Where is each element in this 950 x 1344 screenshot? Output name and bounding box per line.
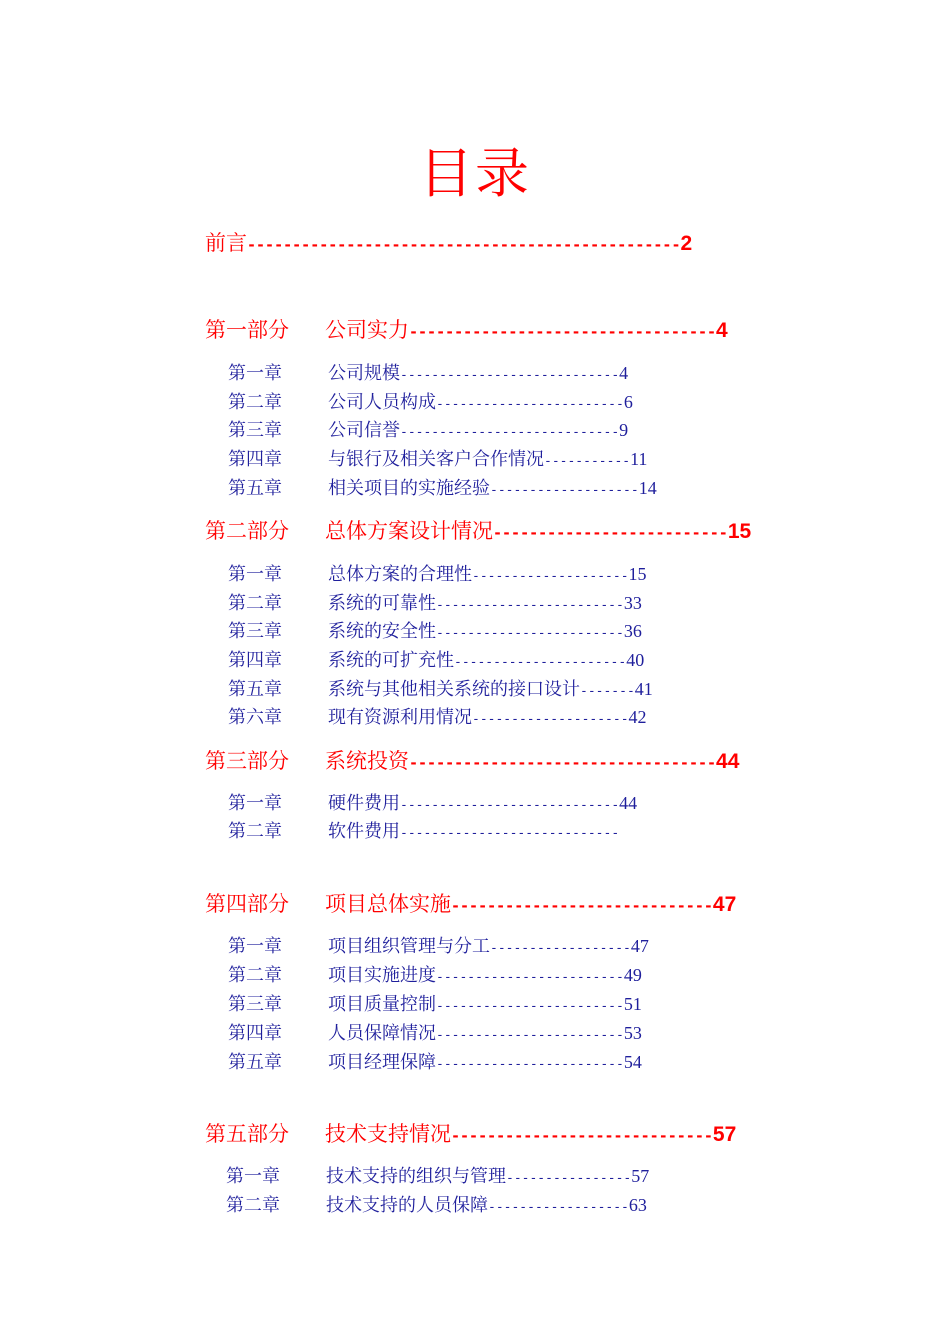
chapter-title: 系统的安全性 xyxy=(328,621,436,642)
part-label: 第四部分 xyxy=(205,892,289,916)
chapter-title: 技术支持的人员保障 xyxy=(326,1195,488,1216)
toc-chapter[interactable] xyxy=(228,648,644,675)
chapter-label: 第一章 xyxy=(228,793,282,814)
part-label: 第二部分 xyxy=(205,519,289,543)
chapter-title: 系统的可靠性 xyxy=(328,593,436,614)
leader-dots: ------------------------ xyxy=(436,1028,624,1043)
toc-part[interactable] xyxy=(205,891,736,919)
toc-chapter[interactable] xyxy=(228,677,653,704)
toc-part[interactable] xyxy=(205,518,751,546)
chapter-title: 与银行及相关客户合作情况 xyxy=(328,449,544,470)
toc-chapter[interactable] xyxy=(228,418,628,445)
toc-chapter[interactable] xyxy=(228,361,628,388)
chapter-label: 第五章 xyxy=(228,478,282,499)
page-number: 40 xyxy=(626,650,645,670)
page-number: 54 xyxy=(623,1052,642,1072)
toc-title: 目录 xyxy=(419,142,531,205)
leader-dots: ------------------------ xyxy=(436,397,624,412)
leader-dots: ---------------------------------- xyxy=(409,754,717,772)
toc-chapter[interactable] xyxy=(228,992,642,1019)
leader-dots: ----------------------------- xyxy=(451,897,713,915)
chapter-label: 第六章 xyxy=(228,707,282,728)
leader-dots: ---------------------------------- xyxy=(409,323,717,341)
page-number: 6 xyxy=(623,392,633,412)
leader-dots: ------------------------ xyxy=(436,970,624,985)
toc-chapter[interactable] xyxy=(228,562,647,589)
toc-chapter[interactable] xyxy=(226,1164,649,1191)
toc-part[interactable] xyxy=(205,1121,736,1149)
toc-part[interactable] xyxy=(205,317,728,345)
toc-part[interactable] xyxy=(205,748,739,776)
chapter-title: 人员保障情况 xyxy=(328,1023,436,1044)
toc-chapter[interactable] xyxy=(228,591,642,618)
page-number: 49 xyxy=(623,965,642,985)
toc-chapter[interactable] xyxy=(228,820,619,846)
toc-chapter[interactable] xyxy=(228,791,637,818)
chapter-label: 第四章 xyxy=(228,650,282,671)
toc-chapter[interactable] xyxy=(228,476,657,503)
chapter-label: 第一章 xyxy=(226,1166,280,1187)
page-number: 2 xyxy=(680,232,693,255)
leader-dots: ---------------------- xyxy=(454,655,627,670)
chapter-title: 现有资源利用情况 xyxy=(328,707,472,728)
leader-dots: ------------------------ xyxy=(436,626,624,641)
page-number: 36 xyxy=(623,621,642,641)
toc-chapter[interactable] xyxy=(226,1193,647,1220)
chapter-label: 第二章 xyxy=(228,392,282,413)
chapter-title: 系统的可扩充性 xyxy=(328,650,454,671)
page-number: 15 xyxy=(727,520,752,543)
chapter-label: 第一章 xyxy=(228,936,282,957)
chapter-label: 第二章 xyxy=(228,821,282,842)
chapter-title: 软件费用 xyxy=(328,821,400,842)
toc-chapter[interactable] xyxy=(228,705,647,732)
part-title: 项目总体实施 xyxy=(325,892,451,916)
page-number: 4 xyxy=(716,319,728,342)
chapter-label: 第三章 xyxy=(228,420,282,441)
preface-label: 前言 xyxy=(205,231,247,255)
chapter-title: 项目组织管理与分工 xyxy=(328,936,490,957)
chapter-title: 项目经理保障 xyxy=(328,1052,436,1073)
page-number: 11 xyxy=(630,449,648,469)
chapter-label: 第四章 xyxy=(228,449,282,470)
leader-dots: ------------------ xyxy=(488,1200,629,1215)
chapter-label: 第五章 xyxy=(228,1052,282,1073)
page-number: 63 xyxy=(628,1195,647,1215)
leader-dots: -------------------- xyxy=(472,712,629,727)
page-number: 44 xyxy=(619,793,638,813)
leader-dots: ----------------------------- xyxy=(451,1127,713,1145)
part-title: 技术支持情况 xyxy=(325,1122,451,1146)
chapter-label: 第一章 xyxy=(228,564,282,585)
chapter-title: 公司人员构成 xyxy=(328,392,436,413)
page-number: 53 xyxy=(623,1023,642,1043)
leader-dots: ------------------ xyxy=(490,941,631,956)
toc-chapter[interactable] xyxy=(228,1050,642,1077)
chapter-label: 第四章 xyxy=(228,1023,282,1044)
chapter-title: 公司信誉 xyxy=(328,420,400,441)
chapter-label: 第二章 xyxy=(228,593,282,614)
part-title: 公司实力 xyxy=(325,318,409,342)
chapter-label: 第五章 xyxy=(228,679,282,700)
leader-dots: ---------------- xyxy=(506,1171,632,1186)
chapter-title: 总体方案的合理性 xyxy=(328,564,472,585)
toc-chapter[interactable] xyxy=(228,390,633,417)
toc-chapter[interactable] xyxy=(228,447,647,474)
chapter-label: 第二章 xyxy=(226,1195,280,1216)
leader-dots: ------------------- xyxy=(490,483,639,498)
chapter-label: 第三章 xyxy=(228,994,282,1015)
leader-dots: ---------------------------- xyxy=(400,425,620,440)
page-number: 15 xyxy=(628,564,647,584)
leader-dots: ---------------------------- xyxy=(400,368,620,383)
page-number: 42 xyxy=(628,707,647,727)
chapter-title: 硬件费用 xyxy=(328,793,400,814)
leader-dots: -------------------- xyxy=(472,569,629,584)
toc-chapter[interactable] xyxy=(228,1021,642,1048)
leader-dots: -------------------------- xyxy=(493,524,728,542)
leader-dots: ------------------------ xyxy=(436,999,624,1014)
page-number: 47 xyxy=(630,936,649,956)
part-label: 第三部分 xyxy=(205,749,289,773)
part-label: 第五部分 xyxy=(205,1122,289,1146)
part-title: 总体方案设计情况 xyxy=(325,519,493,543)
page-number: 47 xyxy=(712,893,737,916)
toc-preface[interactable] xyxy=(205,230,692,258)
chapter-title: 系统与其他相关系统的接口设计 xyxy=(328,679,580,700)
page-number: 41 xyxy=(634,679,653,699)
leader-dots: ----------- xyxy=(544,454,631,469)
leader-dots: ------------------------ xyxy=(436,598,624,613)
page-number: 51 xyxy=(623,994,642,1014)
leader-dots: ------------------------------------------------ xyxy=(247,236,681,254)
chapter-title: 项目质量控制 xyxy=(328,994,436,1015)
leader-dots: ------- xyxy=(580,684,635,699)
page-number: 57 xyxy=(712,1123,737,1146)
part-title: 系统投资 xyxy=(325,749,409,773)
leader-dots: ------------------------ xyxy=(436,1057,624,1072)
toc-chapter[interactable] xyxy=(228,619,642,646)
page-number: 9 xyxy=(619,420,629,440)
chapter-label: 第三章 xyxy=(228,621,282,642)
chapter-title: 公司规模 xyxy=(328,363,400,384)
chapter-title: 相关项目的实施经验 xyxy=(328,478,490,499)
chapter-label: 第一章 xyxy=(228,363,282,384)
page-number: 4 xyxy=(619,363,629,383)
chapter-title: 项目实施进度 xyxy=(328,965,436,986)
chapter-label: 第二章 xyxy=(228,965,282,986)
toc-chapter[interactable] xyxy=(228,963,642,990)
page-number: 14 xyxy=(638,478,657,498)
leader-dots: ---------------------------- xyxy=(400,826,620,841)
page-number: 33 xyxy=(623,593,642,613)
chapter-title: 技术支持的组织与管理 xyxy=(326,1166,506,1187)
part-label: 第一部分 xyxy=(205,318,289,342)
page-number: 57 xyxy=(631,1166,650,1186)
leader-dots: ---------------------------- xyxy=(400,798,620,813)
toc-chapter[interactable] xyxy=(228,934,649,961)
page-number: 44 xyxy=(716,750,740,773)
